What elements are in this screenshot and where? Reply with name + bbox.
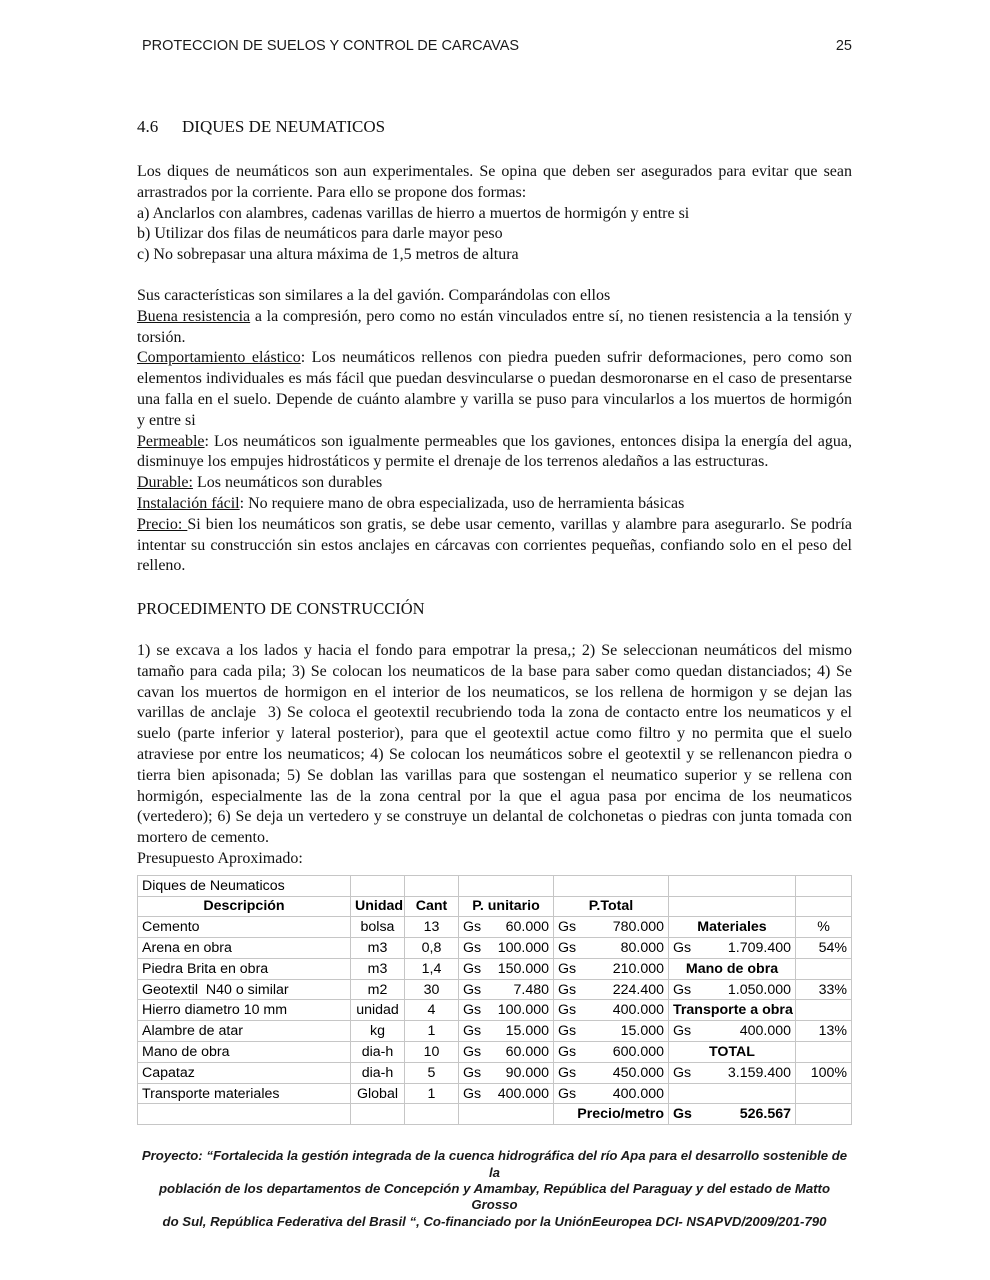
characteristic-text: : Los neumáticos son igualmente permeables que los gaviones, entonces disipa la energía del agua, disminuye los empujes hidrostáticos y permite el drenaje de los terrenos aledaños a las estructuras. <box>137 432 852 471</box>
empty-cell <box>669 1083 796 1104</box>
characteristic-label: Instalación fácil <box>137 494 240 512</box>
amount: 60.000 <box>505 1043 549 1060</box>
amount: 15.000 <box>505 1023 549 1040</box>
cell-p-total <box>554 1042 669 1063</box>
col-header-unidad: Unidad <box>351 896 405 917</box>
cell-p-total <box>554 958 669 979</box>
characteristic-label: Comportamiento elástico <box>137 349 301 367</box>
cell-p-total <box>554 1021 669 1042</box>
page-number: 25 <box>835 38 852 54</box>
table-row <box>138 958 852 979</box>
currency: Gs <box>558 1085 577 1102</box>
characteristic-label: Durable: <box>137 474 193 492</box>
amount: 1.709.400 <box>727 939 791 956</box>
summary-materiales-value <box>669 938 796 959</box>
cell-p-total <box>554 938 669 959</box>
currency: Gs <box>463 1064 482 1081</box>
currency: Gs <box>463 1023 482 1040</box>
empty-cell <box>796 896 852 917</box>
cell-cant: 4 <box>405 1000 459 1021</box>
amount: 210.000 <box>612 960 664 977</box>
footer-line: do Sul, República Federativa del Brasil “, Co-financiado por la UniónEeuropea DCI- NSAPVD/2009/201-790 <box>162 1213 827 1229</box>
table-row <box>138 1021 852 1042</box>
empty-cell <box>796 1000 852 1021</box>
currency: Gs <box>673 1064 692 1081</box>
amount: 80.000 <box>620 939 664 956</box>
cell-p-unitario <box>459 1083 554 1104</box>
summary-materiales-label: Materiales <box>669 917 796 938</box>
summary-mano-label: Mano de obra <box>669 958 796 979</box>
cell-desc: Transporte materiales <box>138 1083 351 1104</box>
cell-unidad: m3 <box>351 958 405 979</box>
footer-line: población de los departamentos de Concepción y Amambay, República del Paraguay y del estado de Matto Grosso <box>158 1181 830 1213</box>
cell-p-unitario <box>459 1042 554 1063</box>
cell-cant: 10 <box>405 1042 459 1063</box>
cell-p-unitario <box>459 958 554 979</box>
cell-desc: Geotextil N40 o similar <box>138 979 351 1000</box>
empty-cell <box>405 1104 459 1125</box>
table-title: Diques de Neumaticos <box>138 875 351 896</box>
characteristic-precio <box>137 515 852 577</box>
characteristics-block <box>137 286 852 577</box>
empty-cell <box>138 1104 351 1125</box>
characteristic-label: Precio: <box>137 515 188 533</box>
table-row <box>138 979 852 1000</box>
cell-unidad: m2 <box>351 979 405 1000</box>
empty-cell <box>351 1104 405 1125</box>
currency: Gs <box>463 1085 482 1102</box>
cell-unidad: bolsa <box>351 917 405 938</box>
cell-unidad: dia-h <box>351 1042 405 1063</box>
precio-metro-value <box>669 1104 796 1125</box>
amount: 400.000 <box>612 1002 664 1019</box>
currency: Gs <box>463 919 482 936</box>
empty-cell <box>796 1042 852 1063</box>
currency: Gs <box>673 1106 692 1123</box>
amount: 400.000 <box>612 1085 664 1102</box>
cell-p-unitario <box>459 1021 554 1042</box>
characteristic-instalacion <box>137 494 852 515</box>
amount: 15.000 <box>620 1023 664 1040</box>
cell-unidad: unidad <box>351 1000 405 1021</box>
currency: Gs <box>558 1002 577 1019</box>
cell-unidad: kg <box>351 1021 405 1042</box>
table-header-row <box>138 896 852 917</box>
summary-total-pct: 100% <box>796 1062 852 1083</box>
cell-unidad: dia-h <box>351 1062 405 1083</box>
intro-item-b: b) Utilizar dos filas de neumáticos para darle mayor peso <box>137 225 503 243</box>
summary-mano-pct: 33% <box>796 979 852 1000</box>
currency: Gs <box>673 939 692 956</box>
cell-p-total <box>554 1083 669 1104</box>
table-row <box>138 1000 852 1021</box>
summary-transporte-label: Transporte a obra <box>669 1000 796 1021</box>
summary-total-label: TOTAL <box>669 1042 796 1063</box>
empty-cell <box>796 1083 852 1104</box>
cell-p-unitario <box>459 938 554 959</box>
currency: Gs <box>463 1002 482 1019</box>
amount: 7.480 <box>513 981 549 998</box>
currency: Gs <box>463 939 482 956</box>
cell-unidad: Global <box>351 1083 405 1104</box>
amount: 526.567 <box>739 1106 791 1123</box>
currency: Gs <box>558 919 577 936</box>
empty-cell <box>669 896 796 917</box>
summary-materiales-pct: 54% <box>796 938 852 959</box>
characteristics-lead: Sus características son similares a la del gavión. Comparándolas con ellos <box>137 286 611 304</box>
currency: Gs <box>558 1023 577 1040</box>
table-row <box>138 1062 852 1083</box>
amount: 90.000 <box>505 1064 549 1081</box>
summary-pct-header: % <box>796 917 852 938</box>
empty-cell <box>554 875 669 896</box>
empty-cell <box>459 875 554 896</box>
characteristic-label: Buena resistencia <box>137 307 251 325</box>
cell-cant: 1,4 <box>405 958 459 979</box>
table-row <box>138 1042 852 1063</box>
characteristic-text: a la compresión, pero como no están vinculados entre sí, no tienen resistencia a la tensión y torsión. <box>137 307 852 346</box>
amount: 3.159.400 <box>727 1064 791 1081</box>
characteristic-text: : No requiere mano de obra especializada, uso de herramienta básicas <box>239 494 685 512</box>
cell-p-total <box>554 1062 669 1083</box>
table-row <box>138 917 852 938</box>
amount: 100.000 <box>497 1002 549 1019</box>
intro-paragraph: Los diques de neumáticos son aun experimentales. Se opina que deben ser asegurados para evitar que sean arrastrados por la corriente. Para ello se propone dos formas: <box>137 163 852 201</box>
table-row <box>138 938 852 959</box>
empty-cell <box>796 1104 852 1125</box>
cell-p-unitario <box>459 979 554 1000</box>
empty-cell <box>351 875 405 896</box>
cell-desc: Alambre de atar <box>138 1021 351 1042</box>
empty-cell <box>796 875 852 896</box>
cell-desc: Arena en obra <box>138 938 351 959</box>
summary-transporte-value <box>669 1021 796 1042</box>
cell-desc: Hierro diametro 10 mm <box>138 1000 351 1021</box>
cell-p-unitario <box>459 917 554 938</box>
empty-cell <box>796 958 852 979</box>
intro-item-c: c) No sobrepasar una altura máxima de 1,5 metros de altura <box>137 246 519 264</box>
empty-cell <box>405 875 459 896</box>
cell-cant: 1 <box>405 1083 459 1104</box>
cell-cant: 13 <box>405 917 459 938</box>
empty-cell <box>669 875 796 896</box>
section-number: 4.6 <box>137 117 159 136</box>
amount: 100.000 <box>497 939 549 956</box>
procedure-paragraph: 1) se excava a los lados y hacia el fondo para empotrar la presa,; 2) Se seleccionan neumáticos del mismo tamaño para cada pila; 3) Se colocan los neumaticos de la base para saber como quedan distanciados; 4) Se cavan los muertos de hormigon en el interior de los neumaticos, se los rellena de hormigon y se dejan las varillas de anclaje 3) Se coloca el geotextil recubriendo toda la zona de contacto entre los neumaticos y el suelo (parte inferior y lateral posterior), para que el geotextil actue como filtro y no permita que el suelo atraviese por entre los neumaticos; 4) Se colocan los neumáticos sobre el geotextil y se rellenancon piedra o tierra bien apisonada; 5) Se doblan las varillas para que sostengan el neumatico superior y se rellena con hormigón, especialmente las de la zona central por la que el agua pasa por encima de los neumaticos (vertedero); 6) Se deja un vertedero y se construye un delantal de colchonetas o piedras con junta tomada con mortero de cemento. <box>137 641 852 847</box>
table-footer-row <box>138 1104 852 1125</box>
currency: Gs <box>463 981 482 998</box>
characteristic-text: : Los neumáticos rellenos con piedra pueden sufrir deformaciones, pero como son elementos individuales es más fácil que puedan desvincularse o puedan desmoronarse en el caso de presentarse una falla en el suelo. Depende de cuánto alambre y varilla se puso para vincularlos a los muertos de hormigón y entre si <box>137 349 853 429</box>
currency: Gs <box>673 1023 692 1040</box>
summary-total-value <box>669 1062 796 1083</box>
col-header-p-unitario: P. unitario <box>459 896 554 917</box>
cell-unidad: m3 <box>351 938 405 959</box>
table-row <box>138 1083 852 1104</box>
precio-metro-label: Precio/metro <box>554 1104 669 1125</box>
characteristic-resistencia <box>137 307 852 349</box>
intro-item-a: a) Anclarlos con alambres, cadenas varillas de hierro a muertos de hormigón y entre si <box>137 204 690 222</box>
amount: 60.000 <box>505 919 549 936</box>
cell-p-unitario <box>459 1062 554 1083</box>
summary-transporte-pct: 13% <box>796 1021 852 1042</box>
col-header-cant: Cant <box>405 896 459 917</box>
cell-desc: Mano de obra <box>138 1042 351 1063</box>
cell-cant: 0,8 <box>405 938 459 959</box>
currency: Gs <box>673 981 692 998</box>
amount: 400.000 <box>739 1023 791 1040</box>
footer-line: Proyecto: “Fortalecida la gestión integrada de la cuenca hidrográfica del río Apa para el desarrollo sostenible de la <box>141 1148 848 1180</box>
currency: Gs <box>558 960 577 977</box>
table-title-row <box>138 875 852 896</box>
col-header-descripcion: Descripción <box>138 896 351 917</box>
amount: 450.000 <box>612 1064 664 1081</box>
cell-cant: 5 <box>405 1062 459 1083</box>
currency: Gs <box>558 1064 577 1081</box>
characteristic-text: Los neumáticos son durables <box>192 474 383 492</box>
characteristic-text: Si bien los neumáticos son gratis, se debe usar cemento, varillas y alambre para asegurarlo. Se podría intentar su construcción sin estos anclajes en cárcavas con corrientes pequeñas, confiando solo en el peso del relleno. <box>137 515 852 575</box>
cell-p-total <box>554 917 669 938</box>
currency: Gs <box>558 939 577 956</box>
currency: Gs <box>558 981 577 998</box>
amount: 400.000 <box>497 1085 549 1102</box>
page-footer <box>137 1148 852 1230</box>
summary-mano-value <box>669 979 796 1000</box>
section-title: DIQUES DE NEUMATICOS <box>182 117 386 136</box>
amount: 780.000 <box>612 919 664 936</box>
characteristic-durable <box>137 473 852 494</box>
procedure-heading: PROCEDIMENTO DE CONSTRUCCIÓN <box>137 599 425 619</box>
cell-p-unitario <box>459 1000 554 1021</box>
amount: 1.050.000 <box>727 981 791 998</box>
budget-table <box>137 875 852 1126</box>
running-header <box>137 38 852 54</box>
characteristic-elastico <box>137 348 852 431</box>
cell-desc: Cemento <box>138 917 351 938</box>
intro-block <box>137 162 852 266</box>
currency: Gs <box>463 1043 482 1060</box>
amount: 150.000 <box>497 960 549 977</box>
section-heading <box>137 117 852 137</box>
cell-p-total <box>554 979 669 1000</box>
empty-cell <box>459 1104 554 1125</box>
budget-label: Presupuesto Aproximado: <box>137 849 303 867</box>
characteristic-permeable <box>137 432 852 474</box>
cell-cant: 30 <box>405 979 459 1000</box>
col-header-p-total: P.Total <box>554 896 669 917</box>
cell-desc: Capataz <box>138 1062 351 1083</box>
cell-cant: 1 <box>405 1021 459 1042</box>
currency: Gs <box>558 1043 577 1060</box>
running-header-title: PROTECCION DE SUELOS Y CONTROL DE CARCAVAS <box>142 38 520 54</box>
cell-p-total <box>554 1000 669 1021</box>
cell-desc: Piedra Brita en obra <box>138 958 351 979</box>
characteristic-label: Permeable <box>137 432 205 450</box>
currency: Gs <box>463 960 482 977</box>
amount: 224.400 <box>612 981 664 998</box>
amount: 600.000 <box>612 1043 664 1060</box>
